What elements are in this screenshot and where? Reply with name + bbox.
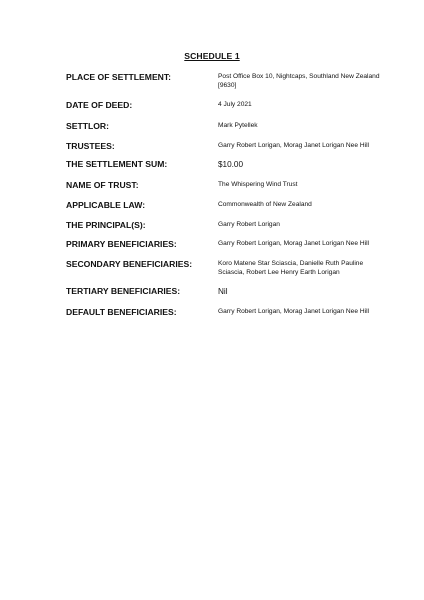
field-value: Nil xyxy=(218,287,228,296)
field-label: SETTLOR: xyxy=(66,121,109,131)
field-value: Garry Robert Lorigan, Morag Janet Lorigan Nee Hill xyxy=(218,308,369,315)
field-value: Garry Robert Lorigan, Morag Janet Lorigan Nee Hill xyxy=(218,142,369,149)
field-label: SECONDARY BENEFICIARIES: xyxy=(66,259,193,269)
field-label: DATE OF DEED: xyxy=(66,100,133,110)
field-value: 4 July 2021 xyxy=(218,101,252,108)
field-label: APPLICABLE LAW: xyxy=(66,200,146,210)
field-value: Post Office Box 10, Nightcaps, Southland New Zealand [9630] xyxy=(218,73,380,89)
field-value: Mark Pytellek xyxy=(218,122,258,129)
field-label: PRIMARY BENEFICIARIES: xyxy=(66,239,177,249)
schedule-heading: SCHEDULE 1 xyxy=(184,51,240,61)
field-label: THE SETTLEMENT SUM: xyxy=(66,159,168,169)
field-value: The Whispering Wind Trust xyxy=(218,181,298,188)
field-label: TERTIARY BENEFICIARIES: xyxy=(66,286,181,296)
field-label: THE PRINCIPAL(S): xyxy=(66,220,146,230)
field-value: Commonwealth of New Zealand xyxy=(218,201,312,208)
field-value: $10.00 xyxy=(218,160,244,169)
field-value: Koro Matene Star Sciascia, Danielle Ruth Pauline Sciascia, Robert Lee Henry Earth Lorigan xyxy=(218,260,364,276)
field-value: Garry Robert Lorigan xyxy=(218,221,280,228)
field-label: PLACE OF SETTLEMENT: xyxy=(66,72,172,82)
field-label: TRUSTEES: xyxy=(66,141,115,151)
field-value: Garry Robert Lorigan, Morag Janet Lorigan Nee Hill xyxy=(218,240,369,247)
field-label: NAME OF TRUST: xyxy=(66,180,139,190)
field-label: DEFAULT BENEFICIARIES: xyxy=(66,307,177,317)
